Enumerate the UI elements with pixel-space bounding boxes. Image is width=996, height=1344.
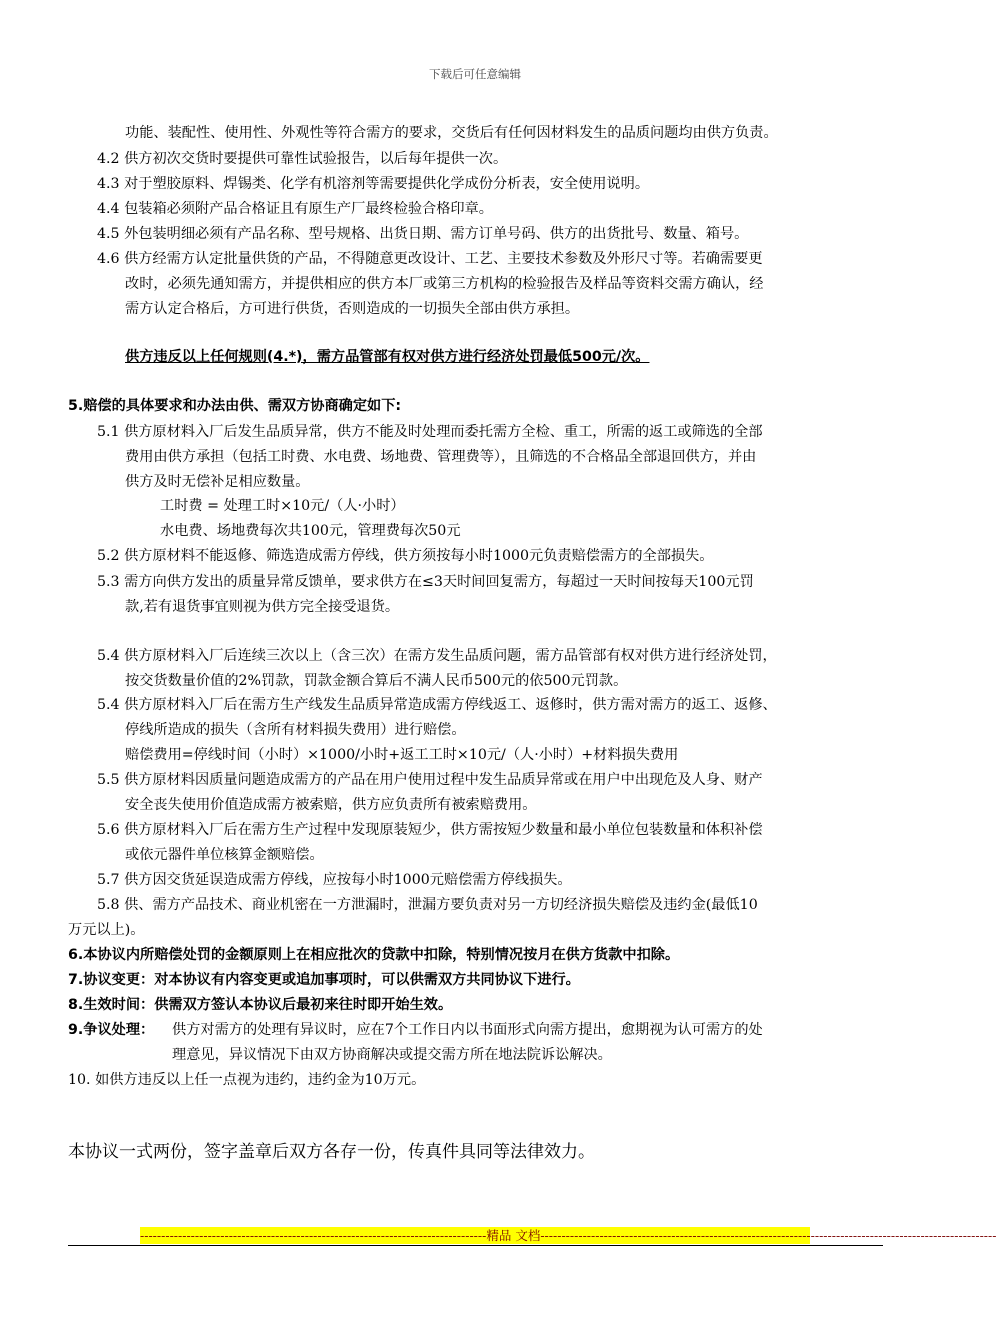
text-line: 4.4 包装箱必须附产品合格证且有原生产厂最终检验合格印章。 — [97, 201, 493, 217]
section-heading: 5.赔偿的具体要求和办法由供、需双方协商确定如下: — [68, 398, 402, 414]
clause-8: 8.生效时间：供需双方签认本协议后最初来往时即开始生效。 — [68, 997, 453, 1013]
text-line: 按交货数量价值的2%罚款，罚款金额合算后不满人民币500元的依500元罚款。 — [125, 673, 628, 689]
text-line: 费用由供方承担（包括工时费、水电费、场地费、管理费等），且筛选的不合格品全部退回供方，并由 — [125, 449, 757, 465]
footer-label: 精品 文档 — [486, 1228, 541, 1243]
text-line: 万元以上)。 — [68, 922, 145, 938]
text-line: 5.5 供方原材料因质量问题造成需方的产品在用户使用过程中发生品质异常或在用户中出现危及人身、财产 — [97, 772, 763, 788]
text-line: 5.4 供方原材料入厂后在需方生产线发生品质异常造成需方停线返工、返修时，供方需对需方的返工、返修、 — [97, 697, 777, 713]
page-header: 下载后可任意编辑 — [429, 67, 521, 81]
clause-10: 10. 如供方违反以上任一点视为违约，违约金为10万元。 — [68, 1072, 426, 1088]
text-line: 停线所造成的损失（含所有材料损失费用）进行赔偿。 — [125, 722, 466, 738]
text-line: 供方及时无偿补足相应数量。 — [125, 474, 310, 490]
text-line: 5.4 供方原材料入厂后连续三次以上（含三次）在需方发生品质问题，需方品管部有权对供方进行经济处罚， — [97, 648, 777, 664]
text-line: 或依元器件单位核算金额赔偿。 — [125, 847, 324, 863]
formula-line: 赔偿费用=停线时间（小时）×1000/小时+返工工时×10元/（人·小时）+材料损失费用 — [125, 747, 679, 763]
footer-dashes-left: ---------------------------------------------------------------------------------- — [140, 1228, 487, 1243]
text-line: 安全丧失使用价值造成需方被索赔，供方应负责所有被索赔费用。 — [125, 797, 537, 813]
text-line: 4.5 外包装明细必须有产品名称、型号规格、出货日期、需方订单号码、供方的出货批号、数量、箱号。 — [97, 226, 749, 242]
formula-line: 水电费、场地费每次共100元，管理费每次50元 — [160, 523, 461, 539]
footer-dashes-right: ------------------------------------------------------------------------------------------------------------ — [540, 1228, 996, 1243]
clause-9-heading: 9.争议处理： — [68, 1022, 155, 1038]
text-line: 款,若有退货事宜则视为供方完全接受退货。 — [125, 599, 400, 615]
footer-banner — [140, 1227, 996, 1244]
clause-9-text: 理意见，异议情况下由双方协商解决或提交需方所在地法院诉讼解决。 — [172, 1047, 612, 1063]
text-line: 5.2 供方原材料不能返修、筛选造成需方停线，供方须按每小时1000元负责赔偿需方的全部损失。 — [97, 548, 714, 564]
clause-9-text: 供方对需方的处理有异议时，应在7个工作日内以书面形式向需方提出，愈期视为认可需方的处 — [172, 1022, 763, 1038]
footer-rule — [68, 1245, 883, 1246]
text-line: 5.7 供方因交货延误造成需方停线，应按每小时1000元赔偿需方停线损失。 — [97, 872, 572, 888]
clause-6: 6.本协议内所赔偿处罚的金额原则上在相应批次的贷款中扣除，特别情况按月在供方货款中扣除。 — [68, 947, 680, 963]
formula-line: 工时费 = 处理工时×10元/（人·小时） — [160, 498, 405, 514]
text-line: 改时，必须先通知需方，并提供相应的供方本厂或第三方机构的检验报告及样品等资料交需方确认，经 — [125, 276, 764, 292]
text-line: 5.3 需方向供方发出的质量异常反馈单，要求供方在≤3天时间回复需方，每超过一天时间按每天100元罚 — [97, 574, 754, 590]
text-line: 功能、装配性、使用性、外观性等符合需方的要求，交货后有任何因材料发生的品质问题均由供方负责。 — [125, 125, 778, 141]
text-line: 5.8 供、需方产品技术、商业机密在一方泄漏时，泄漏方要负责对另一方切经济损失赔偿及违约金(最低10 — [97, 897, 758, 913]
text-line: 需方认定合格后，方可进行供货，否则造成的一切损失全部由供方承担。 — [125, 301, 580, 317]
text-line: 5.6 供方原材料入厂后在需方生产过程中发现原装短少，供方需按短少数量和最小单位包装数量和体积补偿 — [97, 822, 763, 838]
penalty-notice: 供方违反以上任何规则(4.*)，需方品管部有权对供方进行经济处罚最低500元/次。 — [125, 349, 650, 365]
text-line: 4.3 对于塑胶原料、焊锡类、化学有机溶剂等需要提供化学成份分析表，安全使用说明。 — [97, 176, 650, 192]
clause-7: 7.协议变更：对本协议有内容变更或追加事项时，可以供需双方共同协议下进行。 — [68, 972, 580, 988]
closing-statement: 本协议一式两份，签字盖章后双方各存一份，传真件具同等法律效力。 — [68, 1142, 595, 1162]
text-line: 4.2 供方初次交货时要提供可靠性试验报告，以后每年提供一次。 — [97, 151, 508, 167]
text-line: 4.6 供方经需方认定批量供货的产品，不得随意更改设计、工艺、主要技术参数及外形尺寸等。若确需要更 — [97, 251, 763, 267]
text-line: 5.1 供方原材料入厂后发生品质异常，供方不能及时处理而委托需方全检、重工，所需的返工或筛选的全部 — [97, 424, 763, 440]
